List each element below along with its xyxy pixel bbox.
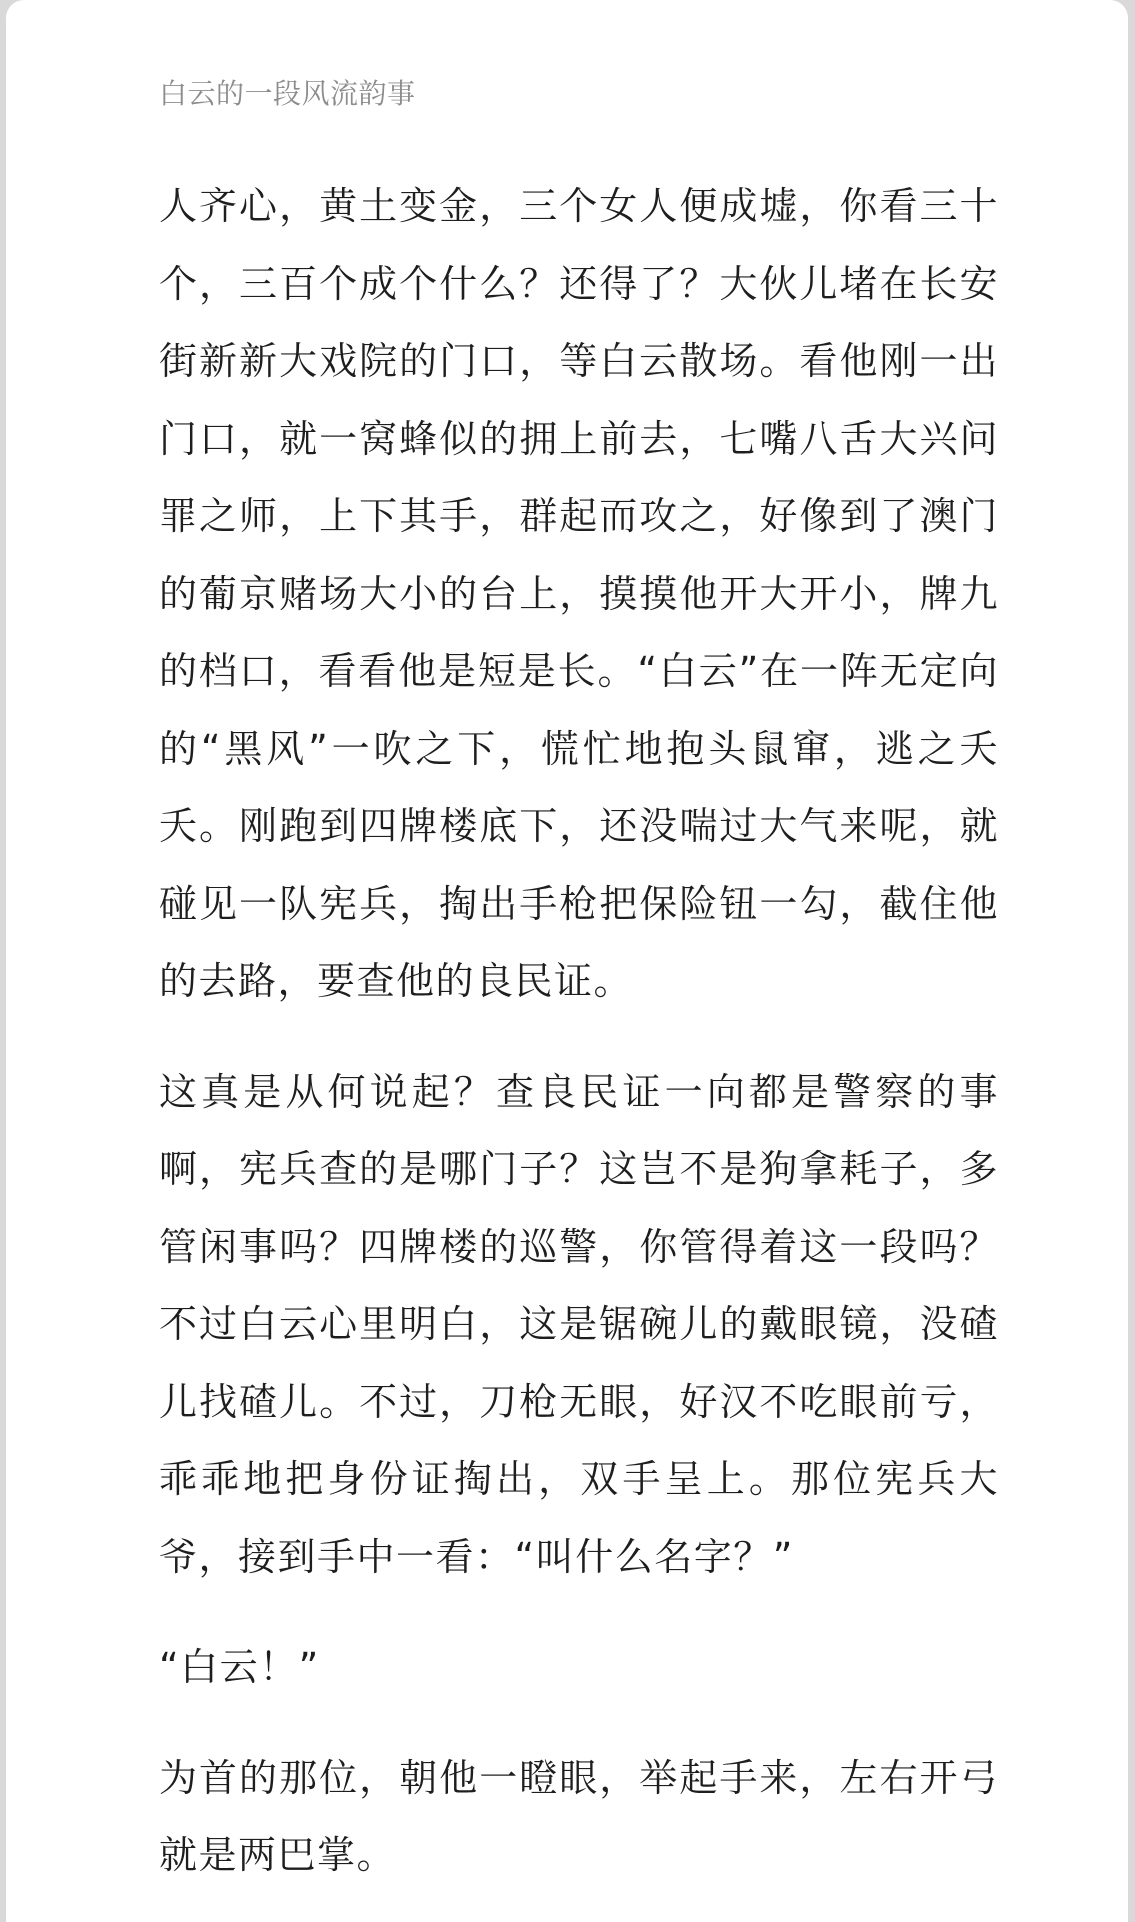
article-paragraph-2: 这真是从何说起？查良民证一向都是警察的事啊，宪兵查的是哪门子？这岂不是狗拿耗子，多管闲事吗？四牌楼的巡警，你管得着这一段吗？不过白云心里明白，这是锯碗儿的戴眼镜，没碴儿找碴儿。不过，刀枪无眼，好汉不吃眼前亏，乖乖地把身份证掏出，双手呈上。那位宪兵大爷，接到手中一看：“叫什么名字？” <box>159 1069 999 1579</box>
article-paragraph-4: 为首的那位，朝他一瞪眼，举起手来，左右开弓就是两巴掌。 <box>159 1755 999 1877</box>
article-page <box>6 0 1128 1922</box>
article-paragraph-1: 人齐心，黄土变金，三个女人便成墟，你看三十个，三百个成个什么？还得了？大伙儿堵在长安街新新大戏院的门口，等白云散场。看他刚一出门口，就一窝蜂似的拥上前去，七嘴八舌大兴问罪之师，上下其手，群起而攻之，好像到了澳门的葡京赌场大小的台上，摸摸他开大开小，牌九的档口，看看他是短是长。“白云”在一阵无定向的“黑风”一吹之下，慌忙地抱头鼠窜，逃之夭夭。刚跑到四牌楼底下，还没喘过大气来呢，就碰见一队宪兵，掏出手枪把保险钮一勾，截住他的去路，要查他的良民证。 <box>159 184 999 1003</box>
article-paragraph-3: “白云！” <box>159 1645 320 1689</box>
page-title: 白云的一段风流韵事 <box>159 77 416 110</box>
article-body <box>159 168 999 1895</box>
